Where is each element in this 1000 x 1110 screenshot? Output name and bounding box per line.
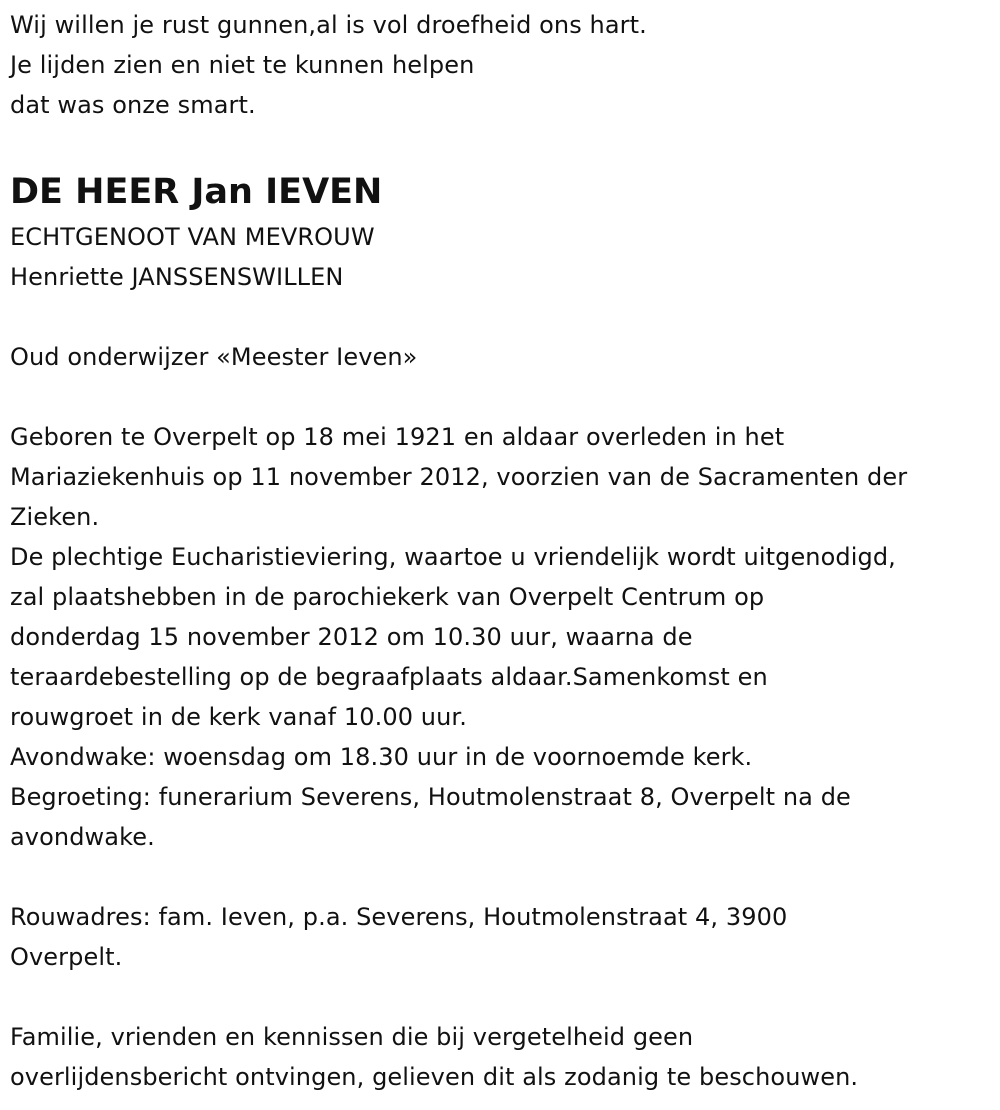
announcement-line: Mariaziekenhuis op 11 november 2012, voorzien van de Sacramenten der: [10, 463, 908, 491]
spacer: [10, 977, 995, 1017]
announcement-line: avondwake.: [10, 823, 155, 851]
announcement-line: Zieken.: [10, 503, 100, 531]
announcement-line: rouwgroet in de kerk vanaf 10.00 uur.: [10, 703, 467, 731]
closing-line: overlijdensbericht ontvingen, gelieven dit als zodanig te beschouwen.: [10, 1063, 859, 1091]
announcement-text: [10, 417, 995, 857]
spacer: [10, 377, 995, 417]
announcement-line: Begroeting: funerarium Severens, Houtmolenstraat 8, Overpelt na de: [10, 783, 851, 811]
announcement-line: zal plaatshebben in de parochiekerk van Overpelt Centrum op: [10, 583, 765, 611]
announcement-line: Geboren te Overpelt op 18 mei 1921 en aldaar overleden in het: [10, 423, 785, 451]
spacer: [10, 857, 995, 897]
memorial-poem: [10, 5, 995, 125]
poem-line: Je lijden zien en niet te kunnen helpen: [10, 51, 475, 79]
announcement-line: teraardebestelling op de begraafplaats aldaar.Samenkomst en: [10, 663, 768, 691]
poem-line: Wij willen je rust gunnen,al is vol droefheid ons hart.: [10, 11, 647, 39]
spacer: [10, 125, 995, 165]
announcement-line: Avondwake: woensdag om 18.30 uur in de voornoemde kerk.: [10, 743, 753, 771]
deceased-name: DE HEER Jan IEVEN: [10, 172, 383, 212]
obituary-document: [10, 5, 995, 1097]
spouse-name: Henriette JANSSENSWILLEN: [10, 263, 344, 291]
closing-line: Familie, vrienden en kennissen die bij vergetelheid geen: [10, 1023, 694, 1051]
announcement-line: donderdag 15 november 2012 om 10.30 uur, waarna de: [10, 623, 693, 651]
address-line: Overpelt.: [10, 943, 123, 971]
spouse-title: ECHTGENOOT VAN MEVROUW: [10, 223, 375, 251]
poem-line: dat was onze smart.: [10, 91, 256, 119]
address-line: Rouwadres: fam. Ieven, p.a. Severens, Houtmolenstraat 4, 3900: [10, 903, 788, 931]
mourning-address: [10, 897, 995, 977]
occupation: Oud onderwijzer «Meester Ieven»: [10, 343, 418, 371]
spacer: [10, 297, 995, 337]
closing-note: [10, 1017, 995, 1097]
announcement-line: De plechtige Eucharistieviering, waartoe u vriendelijk wordt uitgenodigd,: [10, 543, 896, 571]
